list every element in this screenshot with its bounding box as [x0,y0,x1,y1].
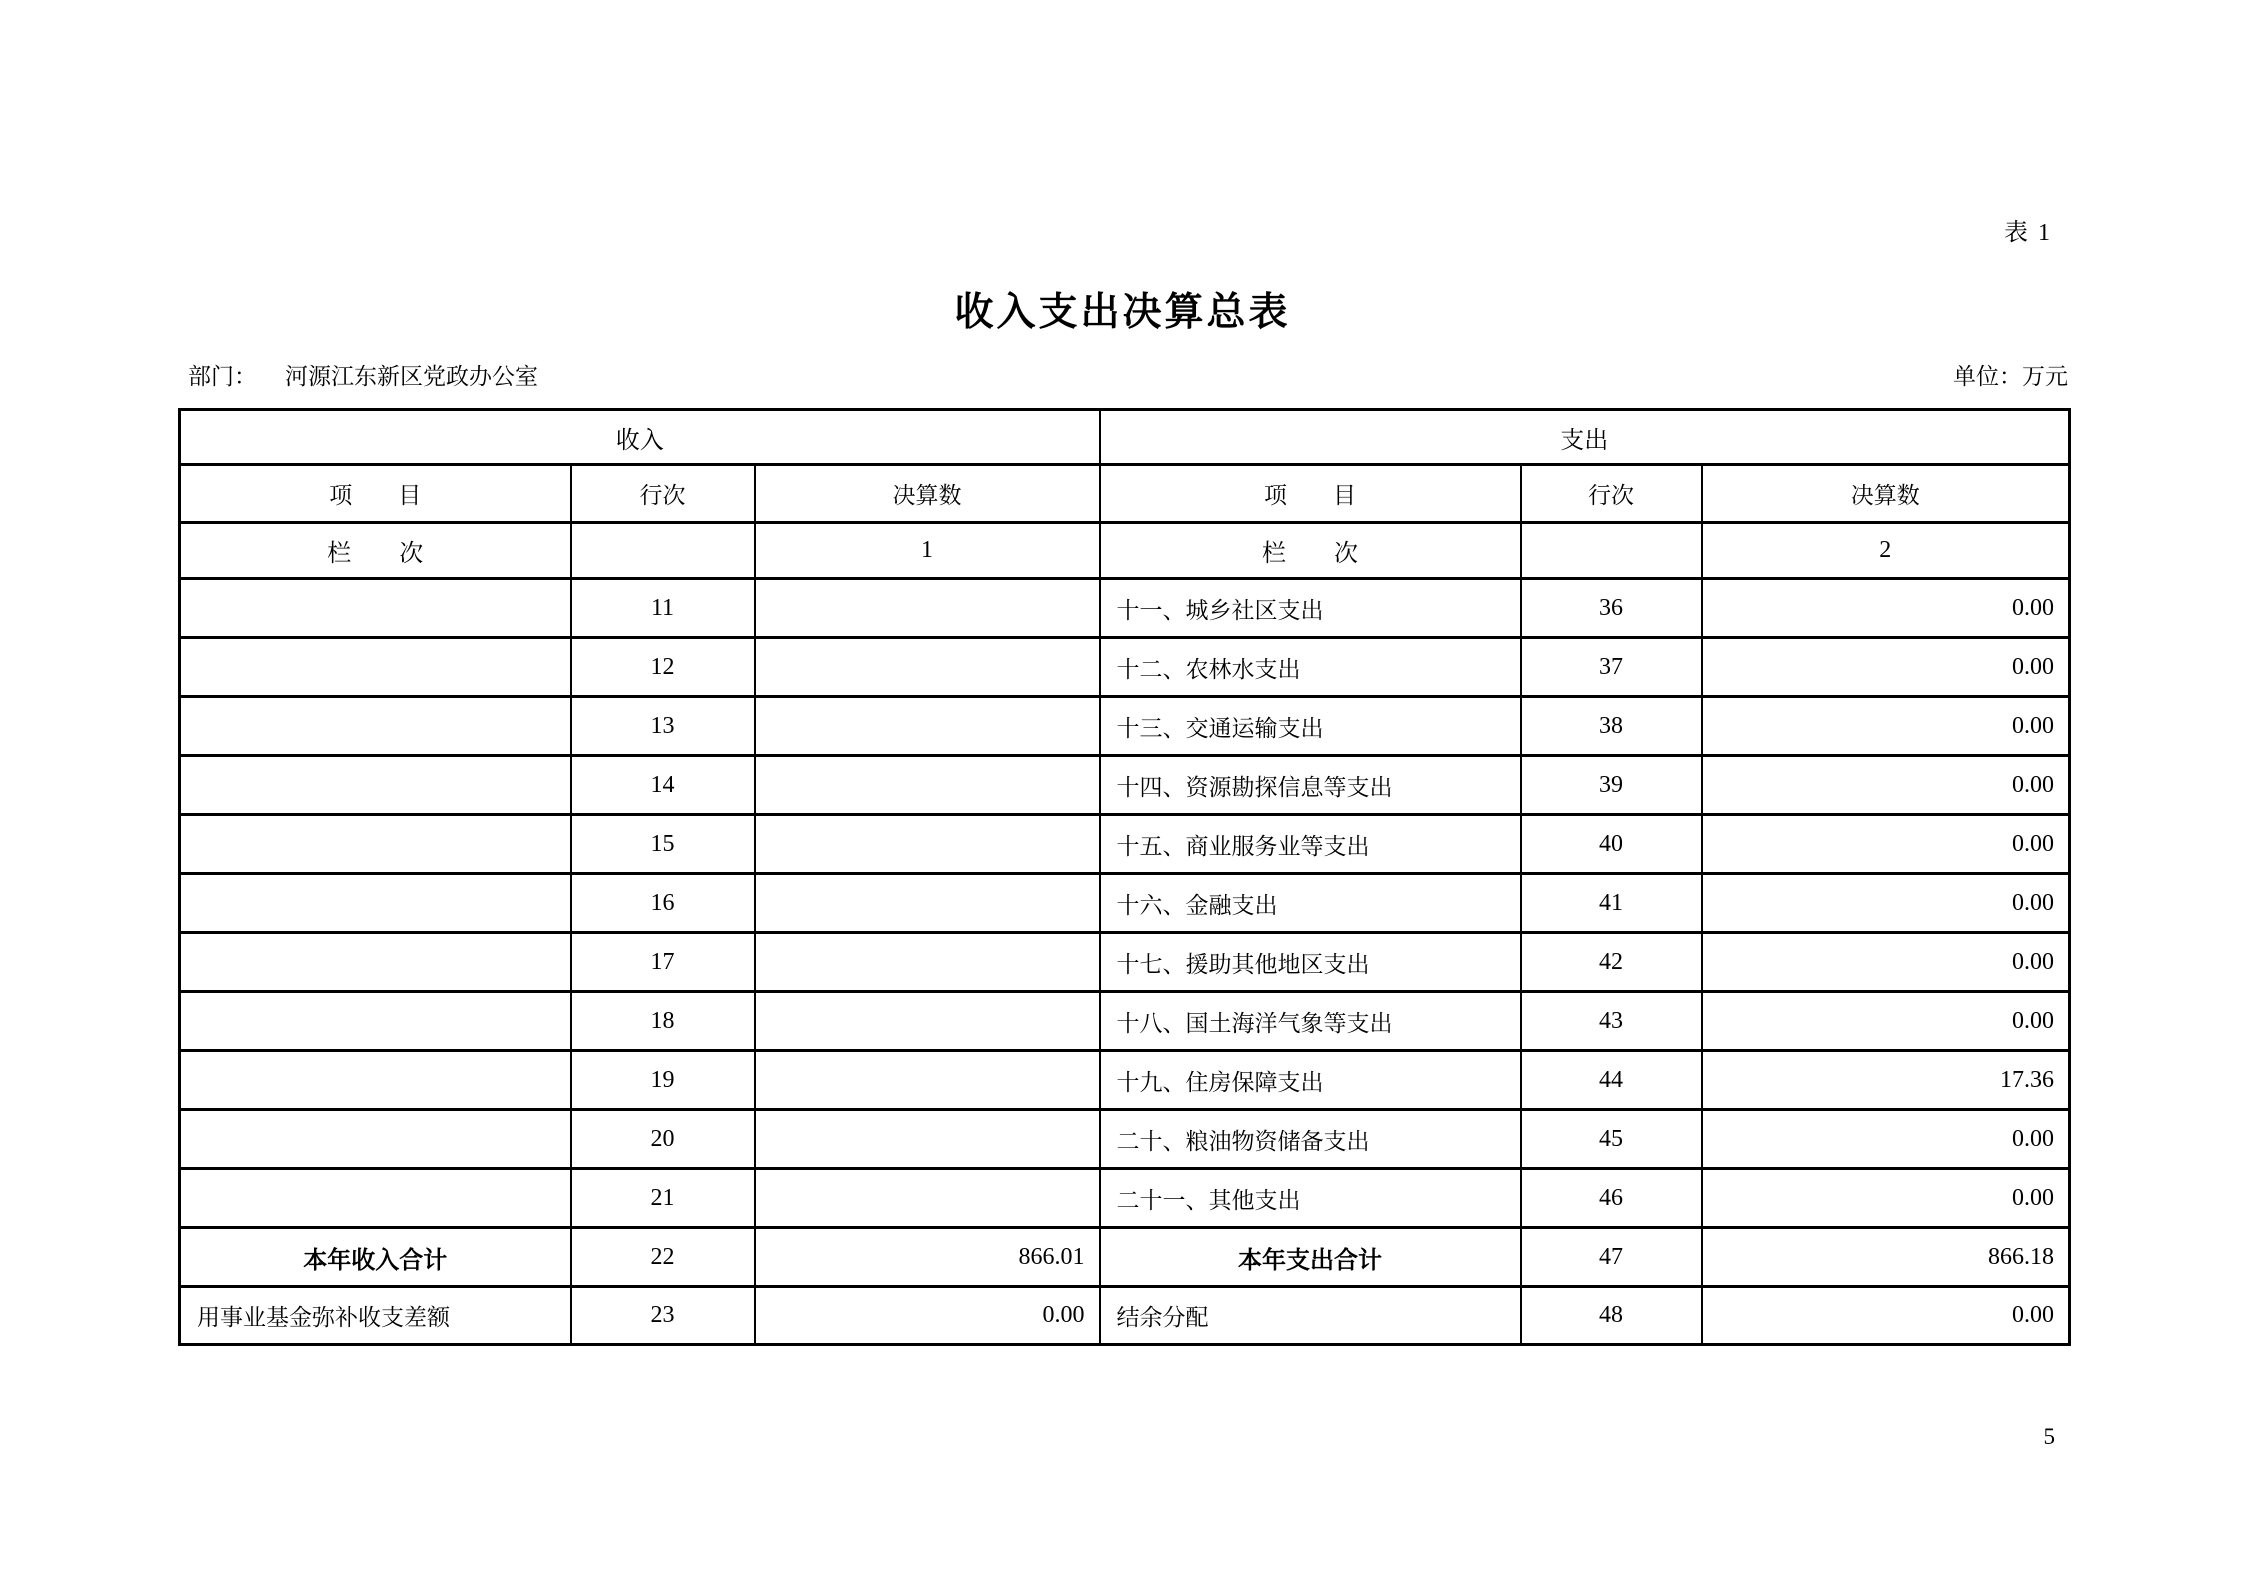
expense-line-cell: 45 [1521,1110,1702,1169]
page-number: 5 [2043,1424,2055,1449]
department-name: 河源江东新区党政办公室 [285,364,538,389]
income-line-cell: 12 [571,638,755,697]
expense-item-cell: 十四、资源勘探信息等支出 [1100,756,1521,815]
income-line-cell: 14 [571,756,755,815]
expense-line-cell: 41 [1521,874,1702,933]
income-line-cell: 19 [571,1051,755,1110]
income-total-line: 22 [571,1228,755,1287]
table-row [180,874,2070,933]
income-amount-cell [755,638,1100,697]
table-row [180,638,2070,697]
column-index-row [180,523,2070,579]
expense-item-cell: 十五、商业服务业等支出 [1100,815,1521,874]
expense-line-cell: 39 [1521,756,1702,815]
expense-line-cell: 37 [1521,638,1702,697]
expense-line-header: 行次 [1521,465,1702,523]
expense-amount-cell: 0.00 [1702,638,2070,697]
income-item-cell [180,992,571,1051]
income-line-cell: 16 [571,874,755,933]
expense-amount-header: 决算数 [1702,465,2070,523]
table-row [180,992,2070,1051]
expense-total-label: 本年支出合计 [1100,1228,1521,1287]
table-row [180,756,2070,815]
income-line-cell: 17 [571,933,755,992]
expense-amount-cell: 0.00 [1702,815,2070,874]
income-balance-line: 23 [571,1287,755,1345]
income-amount-cell [755,1169,1100,1228]
income-amount-cell [755,579,1100,638]
table-row [180,697,2070,756]
expense-amount-cell: 0.00 [1702,579,2070,638]
income-amount-cell [755,756,1100,815]
income-balance-amount: 0.00 [755,1287,1100,1345]
column-header-row [180,465,2070,523]
expense-amount-cell: 0.00 [1702,874,2070,933]
expense-item-header: 项 目 [1100,465,1521,523]
account-summary-table [178,408,2071,1346]
income-section-header: 收入 [180,410,1100,465]
table-row [180,1169,2070,1228]
expense-line-cell: 38 [1521,697,1702,756]
income-item-header: 项 目 [180,465,571,523]
expense-item-cell: 十三、交通运输支出 [1100,697,1521,756]
table-row [180,579,2070,638]
expense-item-cell: 十一、城乡社区支出 [1100,579,1521,638]
income-amount-cell [755,1110,1100,1169]
income-item-cell [180,1169,571,1228]
expense-line-cell: 36 [1521,579,1702,638]
expense-column-index: 2 [1702,523,2070,579]
expense-balance-line: 48 [1521,1287,1702,1345]
expense-balance-amount: 0.00 [1702,1287,2070,1345]
expense-line-cell: 46 [1521,1169,1702,1228]
income-column-index: 1 [755,523,1100,579]
income-item-cell [180,933,571,992]
expense-total-line: 47 [1521,1228,1702,1287]
income-column-index-blank [571,523,755,579]
expense-section-header: 支出 [1100,410,2070,465]
income-line-cell: 18 [571,992,755,1051]
income-item-cell [180,874,571,933]
income-line-cell: 15 [571,815,755,874]
department-line [188,358,538,391]
income-amount-cell [755,992,1100,1051]
income-amount-cell [755,933,1100,992]
table-row [180,1051,2070,1110]
expense-amount-cell: 17.36 [1702,1051,2070,1110]
income-line-cell: 21 [571,1169,755,1228]
expense-line-cell: 43 [1521,992,1702,1051]
expense-amount-cell: 0.00 [1702,1169,2070,1228]
income-item-cell [180,1051,571,1110]
expense-item-cell: 十六、金融支出 [1100,874,1521,933]
income-item-cell [180,697,571,756]
table-tag: 表 1 [2004,220,2052,246]
expense-balance-label: 结余分配 [1100,1287,1521,1345]
income-item-cell [180,638,571,697]
expense-item-cell: 十八、国土海洋气象等支出 [1100,992,1521,1051]
expense-line-cell: 40 [1521,815,1702,874]
income-item-cell [180,756,571,815]
income-balance-label: 用事业基金弥补收支差额 [180,1287,571,1345]
income-column-index-label: 栏 次 [180,523,571,579]
income-amount-cell [755,697,1100,756]
income-line-cell: 20 [571,1110,755,1169]
income-total-amount: 866.01 [755,1228,1100,1287]
table-row [180,1110,2070,1169]
expense-line-cell: 44 [1521,1051,1702,1110]
table-row [180,815,2070,874]
income-amount-cell [755,815,1100,874]
expense-item-cell: 二十一、其他支出 [1100,1169,1521,1228]
expense-item-cell: 十二、农林水支出 [1100,638,1521,697]
meta-row [188,358,2068,391]
income-amount-cell [755,874,1100,933]
expense-column-index-label: 栏 次 [1100,523,1521,579]
expense-total-amount: 866.18 [1702,1228,2070,1287]
table-row [180,933,2070,992]
income-item-cell [180,1110,571,1169]
income-line-cell: 13 [571,697,755,756]
expense-line-cell: 42 [1521,933,1702,992]
income-total-label: 本年收入合计 [180,1228,571,1287]
department-label: 部门： [188,364,257,389]
income-amount-cell [755,1051,1100,1110]
expense-amount-cell: 0.00 [1702,992,2070,1051]
section-header-row [180,410,2070,465]
expense-amount-cell: 0.00 [1702,756,2070,815]
expense-item-cell: 二十、粮油物资储备支出 [1100,1110,1521,1169]
expense-amount-cell: 0.00 [1702,1110,2070,1169]
expense-amount-cell: 0.00 [1702,697,2070,756]
page-title: 收入支出决算总表 [954,291,1291,334]
income-amount-header: 决算数 [755,465,1100,523]
income-item-cell [180,815,571,874]
expense-item-cell: 十九、住房保障支出 [1100,1051,1521,1110]
total-row [180,1228,2070,1287]
expense-column-index-blank [1521,523,1702,579]
unit-label: 单位：万元 [1953,364,2068,389]
income-line-cell: 11 [571,579,755,638]
income-item-cell [180,579,571,638]
balance-row [180,1287,2070,1345]
expense-item-cell: 十七、援助其他地区支出 [1100,933,1521,992]
expense-amount-cell: 0.00 [1702,933,2070,992]
income-line-header: 行次 [571,465,755,523]
